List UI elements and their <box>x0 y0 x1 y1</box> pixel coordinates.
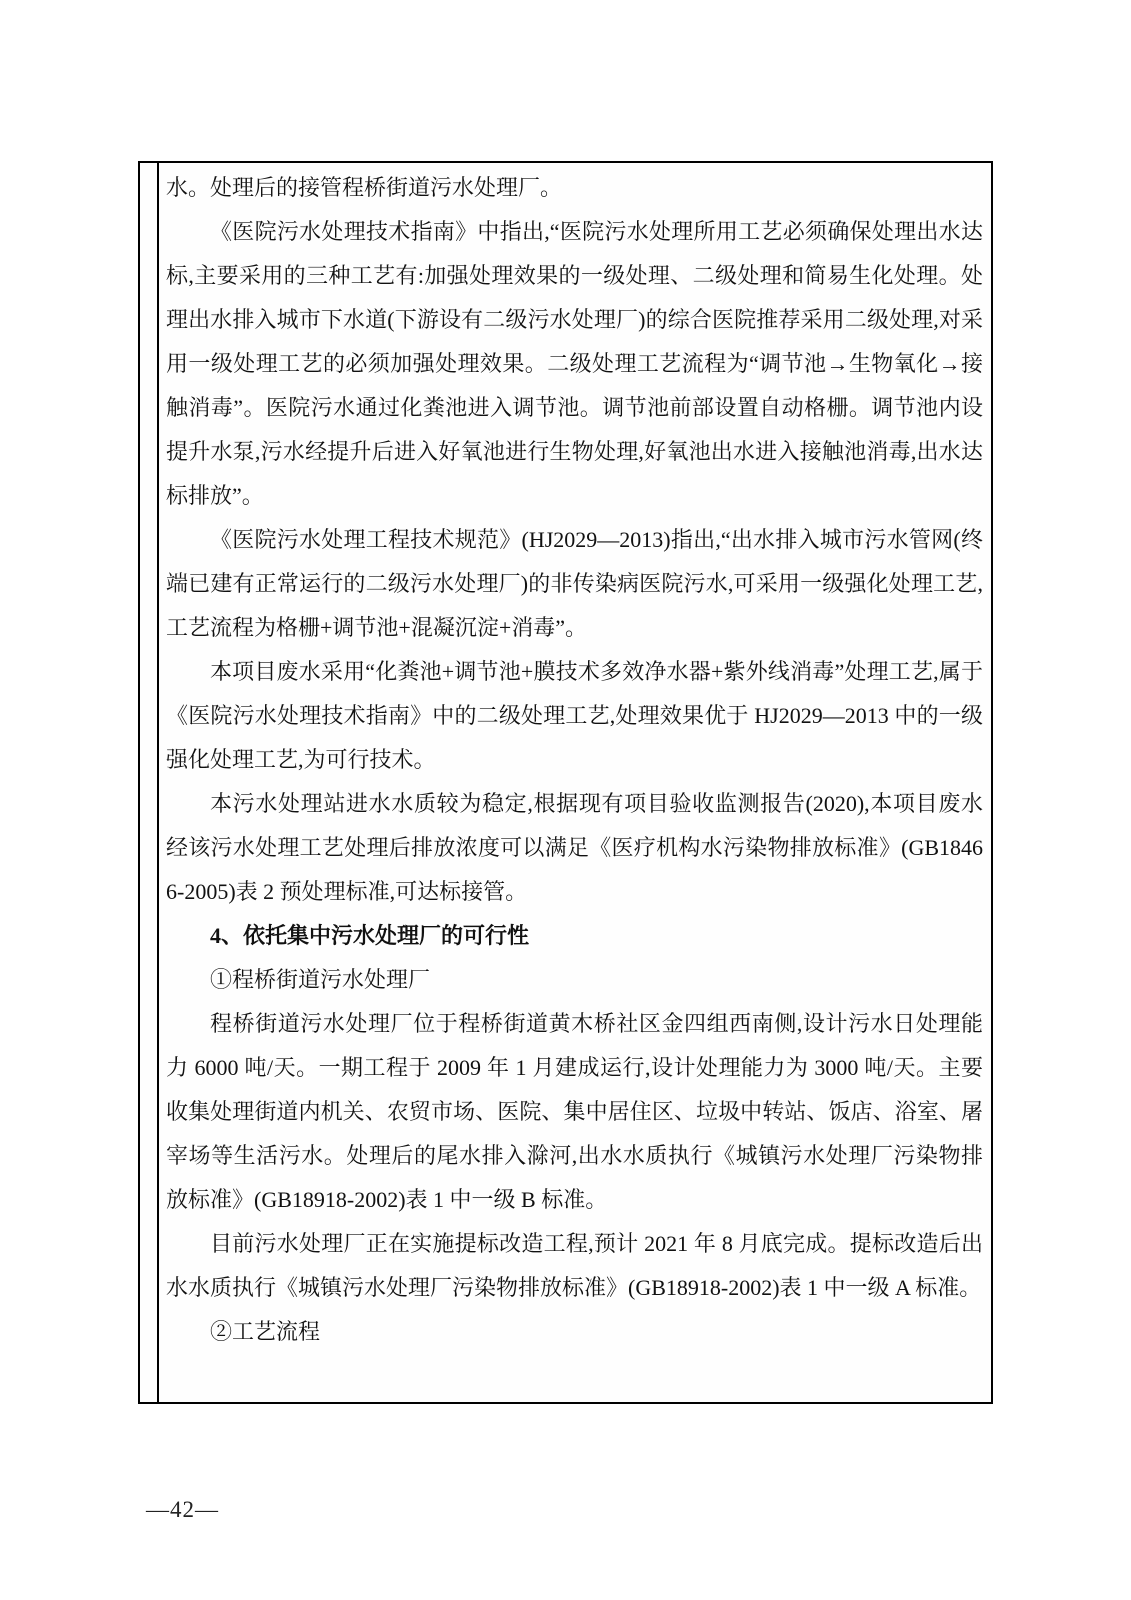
subsection-1-title: ①程桥街道污水处理厂 <box>210 967 431 992</box>
section-heading-4: 4、依托集中污水处理厂的可行性 <box>210 923 530 948</box>
hj2029-spec-paragraph: 《医院污水处理工程技术规范》(HJ2029—2013)指出,“出水排入城市污水管网(终端已建有正常运行的二级污水处理厂)的非传染病医院污水,可采用一级强化处理工艺,工艺流程为格栅+调节池+混凝沉淀+消毒”。 <box>166 527 983 640</box>
continuation-paragraph: 水。处理后的接管程桥街道污水处理厂。 <box>166 175 563 200</box>
page-number: —42— <box>146 1497 219 1522</box>
form-cell-content <box>159 163 991 1402</box>
discharge-standard-paragraph: 本污水处理站进水水质较为稳定,根据现有项目验收监测报告(2020),本项目废水经该污水处理工艺处理后排放浓度可以满足《医疗机构水污染物排放标准》(GB18466-2005)表 2 预处理标准,可达标接管。 <box>166 791 983 904</box>
form-cell-border <box>138 161 993 1404</box>
hospital-guideline-paragraph: 《医院污水处理技术指南》中指出,“医院污水处理所用工艺必须确保处理出水达标,主要采用的三种工艺有:加强处理效果的一级处理、二级处理和简易生化处理。处理出水排入城市下水道(下游设有二级污水处理厂)的综合医院推荐采用二级处理,对采用一级处理工艺的必须加强处理效果。二级处理工艺流程为“调节池→生物氧化→接触消毒”。医院污水通过化粪池进入调节池。调节池前部设置自动格栅。调节池内设提升水泵,污水经提升后进入好氧池进行生物处理,好氧池出水进入接触池消毒,出水达标排放”。 <box>166 219 983 508</box>
project-process-paragraph: 本项目废水采用“化粪池+调节池+膜技术多效净水器+紫外线消毒”处理工艺,属于《医院污水处理技术指南》中的二级处理工艺,处理效果优于 HJ2029—2013 中的一级强化处理工艺,为可行技术。 <box>166 659 983 772</box>
form-left-gutter-column <box>140 163 159 1402</box>
subsection-2-title: ②工艺流程 <box>210 1319 321 1344</box>
upgrade-project-paragraph: 目前污水处理厂正在实施提标改造工程,预计 2021 年 8 月底完成。提标改造后出水水质执行《城镇污水处理厂污染物排放标准》(GB18918-2002)表 1 中一级 A 标准。 <box>166 1231 983 1300</box>
plant-description-paragraph: 程桥街道污水处理厂位于程桥街道黄木桥社区金四组西南侧,设计污水日处理能力 6000 吨/天。一期工程于 2009 年 1 月建成运行,设计处理能力为 3000 吨/天。主要收集处理街道内机关、农贸市场、医院、集中居住区、垃圾中转站、饭店、浴室、屠宰场等生活污水。处理后的尾水排入滁河,出水水质执行《城镇污水处理厂污染物排放标准》(GB18918-2002)表 1 中一级 B 标准。 <box>166 1011 983 1212</box>
